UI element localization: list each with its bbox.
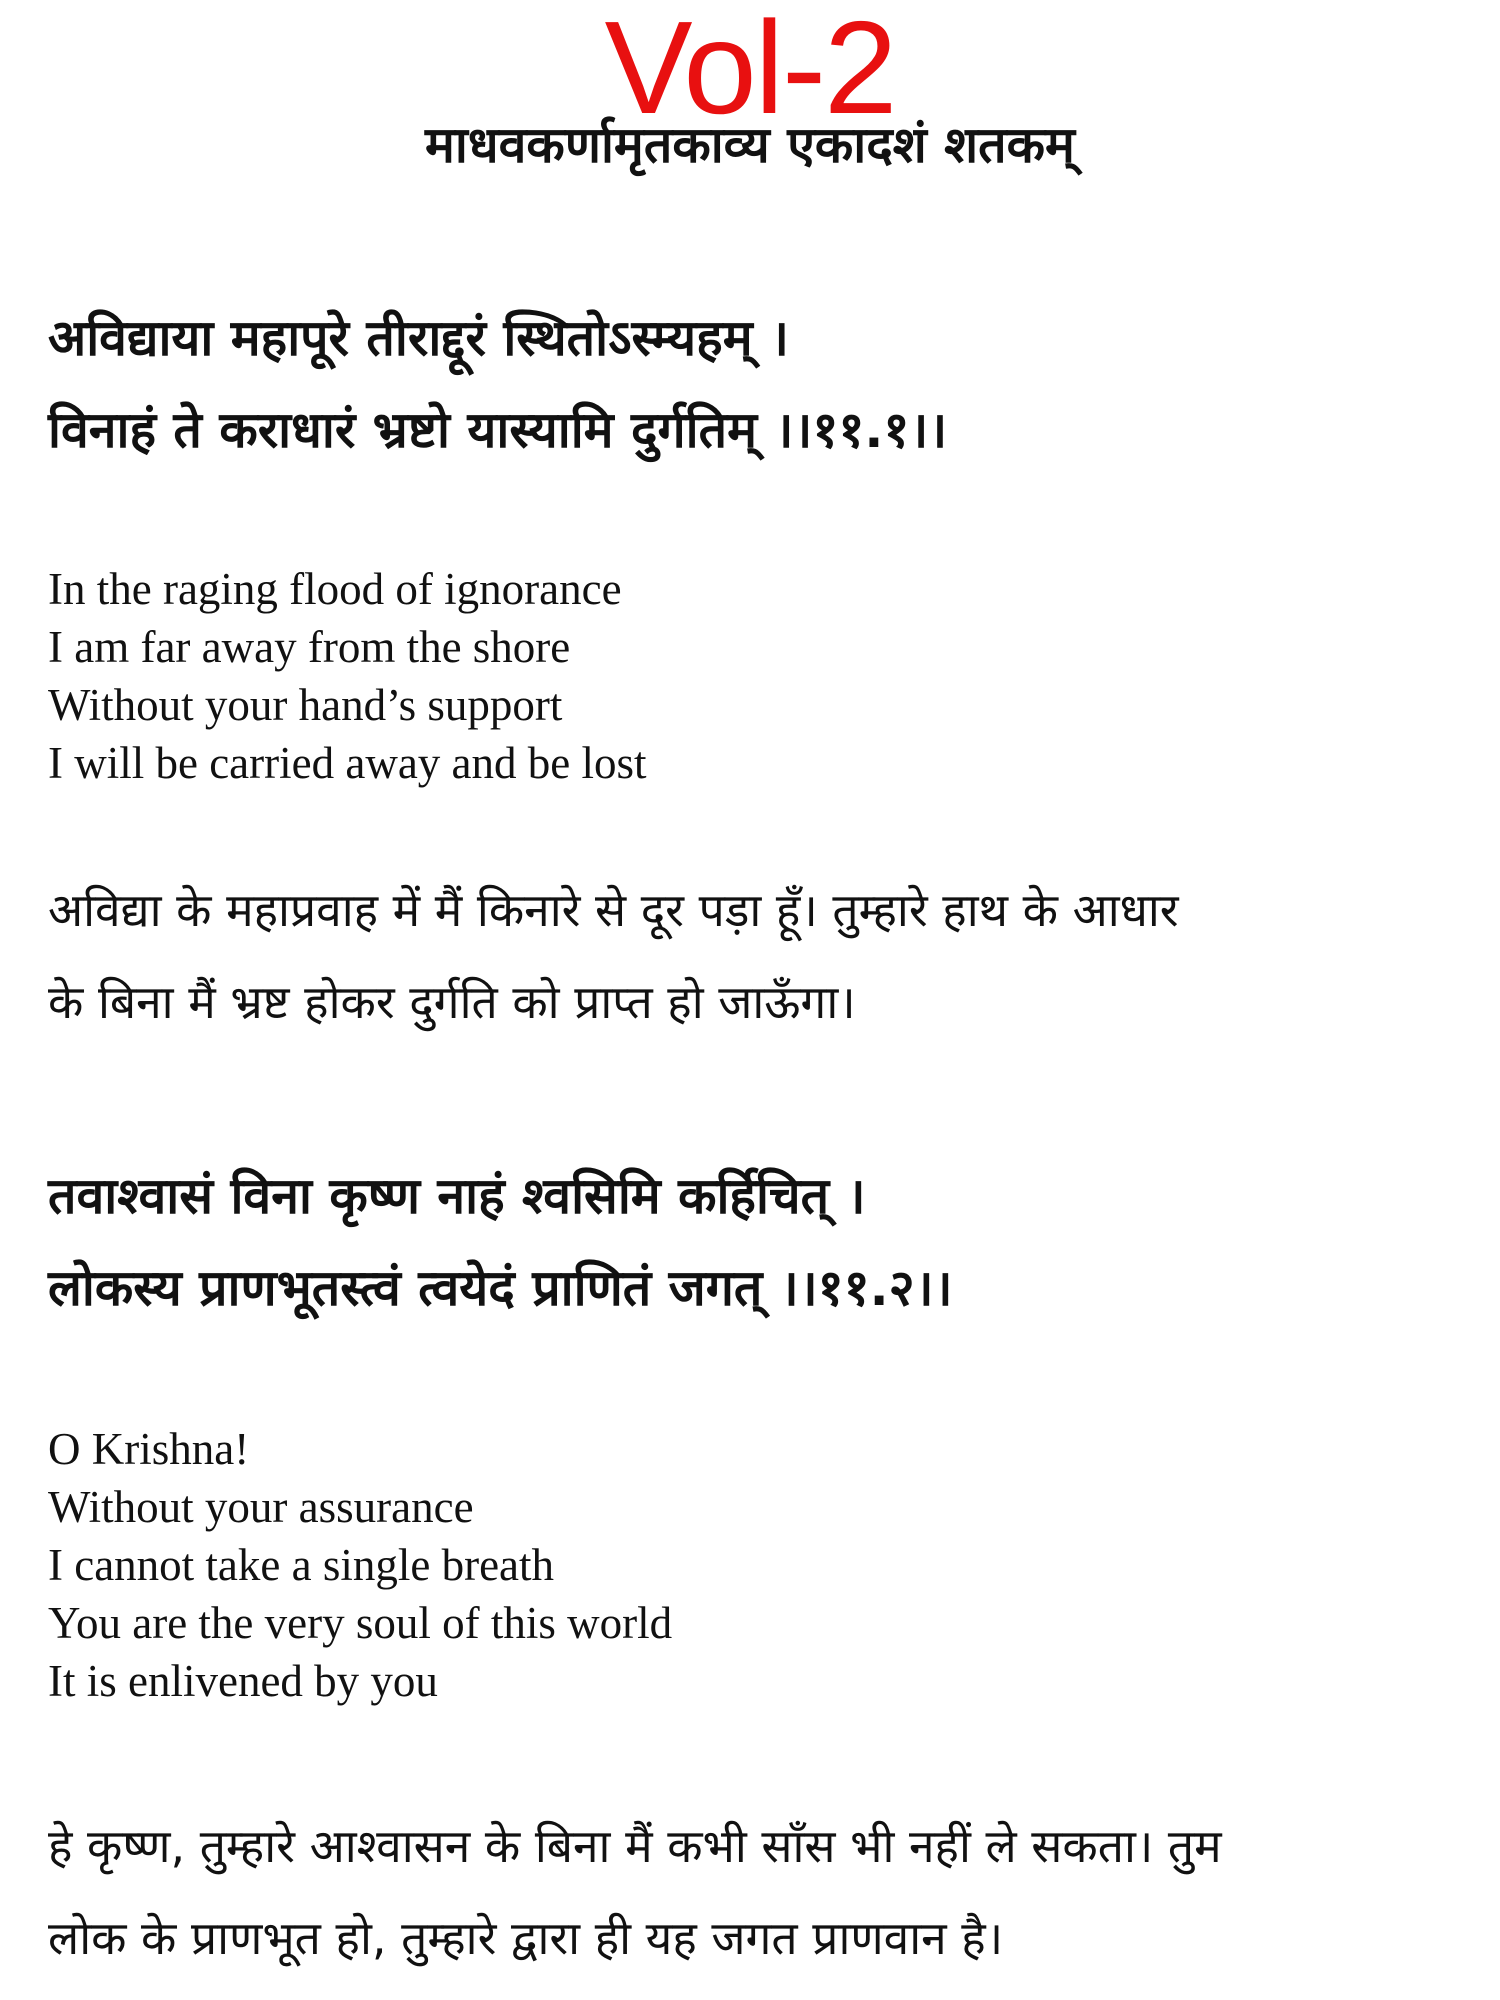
english-line: I will be carried away and be lost	[48, 738, 647, 788]
english-line: It is enlivened by you	[48, 1656, 438, 1706]
english-line: In the raging flood of ignorance	[48, 564, 622, 614]
english-line: Without your hand’s support	[48, 680, 563, 730]
volume-label: Vol-2	[604, 0, 896, 141]
english-line: O Krishna!	[48, 1424, 250, 1474]
sanskrit-line: अविद्याया महापूरे तीराद्दूरं स्थितोऽस्म्यहम् ।	[48, 309, 789, 367]
english-line: I am far away from the shore	[48, 622, 571, 672]
sanskrit-verse-11-2	[48, 1150, 1488, 1334]
english-line: Without your assurance	[48, 1482, 474, 1532]
english-translation-11-2	[48, 1420, 1488, 1710]
hindi-line: के बिना मैं भ्रष्ट होकर दुर्गति को प्राप्त हो जाऊँगा।	[48, 975, 856, 1029]
hindi-line: हे कृष्ण, तुम्हारे आश्वासन के बिना मैं कभी साँस भी नहीं ले सकता। तुम	[48, 1819, 1222, 1873]
hindi-line: अविद्या के महाप्रवाह में मैं किनारे से दूर पड़ा हूँ। तुम्हारे हाथ के आधार	[48, 883, 1179, 937]
sanskrit-line: तवाश्वासं विना कृष्ण नाहं श्वसिमि कर्हिचित् ।	[48, 1167, 866, 1225]
page-title: माधवकर्णामृतकाव्य एकादशं शतकम्	[425, 116, 1075, 174]
english-translation-11-1	[48, 560, 1488, 792]
english-line: I cannot take a single breath	[48, 1540, 555, 1590]
sanskrit-line: विनाहं ते कराधारं भ्रष्टो यास्यामि दुर्गतिम् ।।११.१।।	[48, 401, 948, 459]
english-line: You are the very soul of this world	[48, 1598, 673, 1648]
sanskrit-verse-11-1	[48, 292, 1488, 476]
hindi-translation-11-2	[48, 1800, 1488, 1984]
hindi-translation-11-1	[48, 864, 1488, 1048]
hindi-line: लोक के प्राणभूत हो, तुम्हारे द्वारा ही यह जगत प्राणवान है।	[48, 1911, 1004, 1965]
sanskrit-line: लोकस्य प्राणभूतस्त्वं त्वयेदं प्राणितं जगत् ।।११.२।।	[48, 1259, 953, 1317]
